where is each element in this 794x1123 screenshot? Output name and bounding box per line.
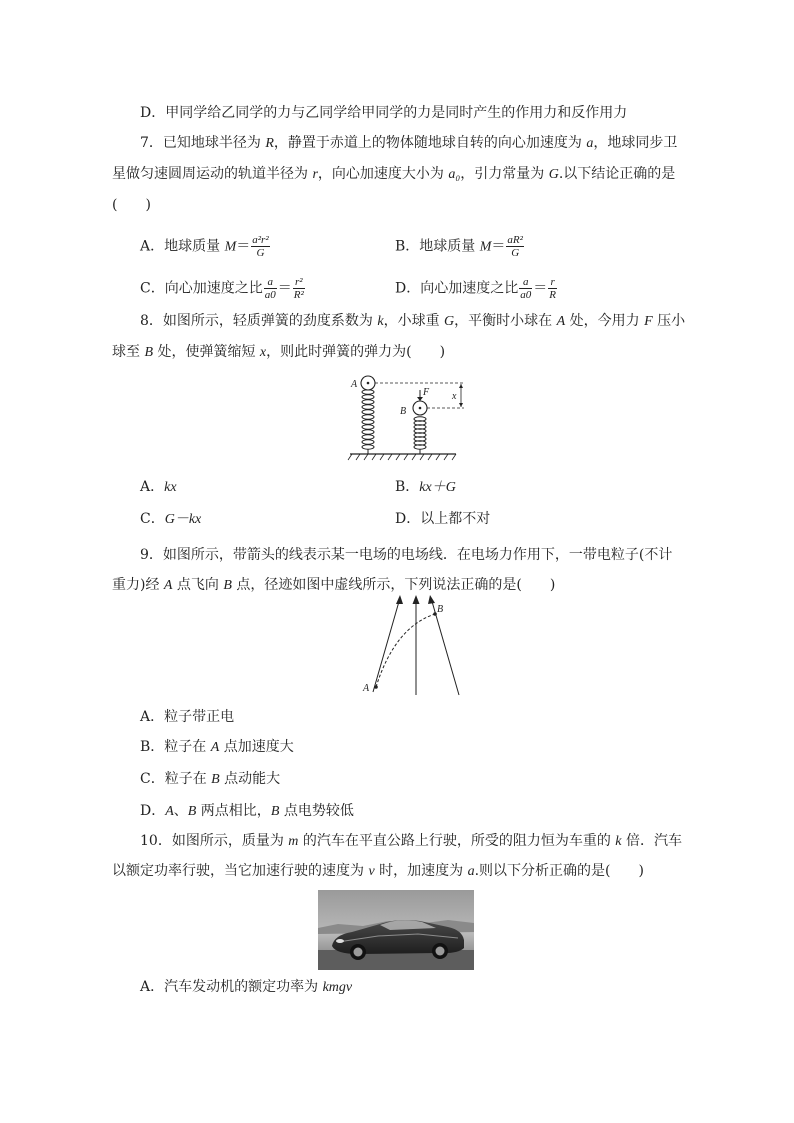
q7-stem-line1: 7．已知地球半径为 R，静置于赤道上的物体随地球自转的向心加速度为 a，地球同步卫	[140, 135, 678, 151]
q7-option-c: C．向心加速度之比 $\frac{a}{a0}$ ＝ $\frac{\text{r²}}{\text{R²}}$	[140, 276, 304, 301]
q8-option-c: C．G－kx	[140, 511, 202, 527]
q10-stem-line2: 以额定功率行驶，当它加速行驶的速度为 v 时，加速度为 a.则以下分析正确的是( )	[112, 863, 644, 879]
q9-option-a: A．粒子带正电	[140, 709, 235, 725]
q8-option-a: A．kx	[140, 479, 177, 495]
q7-option-d: D．向心加速度之比 $\frac{a}{a0}$ ＝ $\frac{r}{R}$	[395, 276, 556, 301]
q9-stem-line2: 重力)经 A 点飞向 B 点，径迹如图中虚线所示，下列说法正确的是( )	[112, 577, 556, 593]
q8-spring-figure	[340, 370, 465, 465]
q8-label-x: x	[452, 391, 457, 402]
q7-answer-bracket: ( )	[112, 197, 151, 213]
q6-option-d: D．甲同学给乙同学的力与乙同学给甲同学的力是同时产生的作用力和反作用力	[140, 105, 628, 121]
q8-stem-line1: 8．如图所示，轻质弹簧的劲度系数为 k，小球重 G，平衡时小球在 A 处，今用力 F 压小	[140, 313, 686, 329]
q8-label-b: B	[400, 406, 407, 417]
q10-stem-line1: 10．如图所示，质量为 m 的汽车在平直公路上行驶，所受的阻力恒为车重的 k 倍．汽车	[140, 833, 682, 849]
q9-field-figure	[355, 592, 475, 700]
q8-label-f: F	[423, 387, 430, 398]
q8-stem-line2: 球至 B 处，使弹簧缩短 x，则此时弹簧的弹力为( )	[112, 344, 446, 360]
q9-label-b: B	[437, 604, 444, 615]
q9-option-d: D．A、B 两点相比，B 点电势较低	[140, 803, 354, 819]
q9-stem-line1: 9．如图所示，带箭头的线表示某一电场的电场线．在电场力作用下，一带电粒子(不计	[140, 547, 673, 563]
q8-option-b: B．kx＋G	[395, 479, 456, 495]
q8-label-a: A	[351, 379, 358, 390]
q8-option-d: D．以上都不对	[395, 511, 491, 527]
q7-option-a: A．地球质量 M＝ $\frac{\text{a²r²}}{G}$	[140, 234, 269, 259]
q9-option-c: C．粒子在 B 点动能大	[140, 771, 281, 787]
q9-option-b: B．粒子在 A 点加速度大	[140, 739, 294, 755]
q7-option-b: B．地球质量 M＝ $\frac{\text{aR²}}{G}$	[395, 234, 523, 259]
q7-stem-line2: 星做匀速圆周运动的轨道半径为 r，向心加速度大小为 a₀，引力常量为 G.以下结论正确的是	[112, 166, 676, 182]
q9-label-a: A	[363, 683, 370, 694]
q10-option-a: A．汽车发动机的额定功率为 kmgv	[140, 979, 353, 995]
q10-car-photo	[318, 890, 474, 970]
